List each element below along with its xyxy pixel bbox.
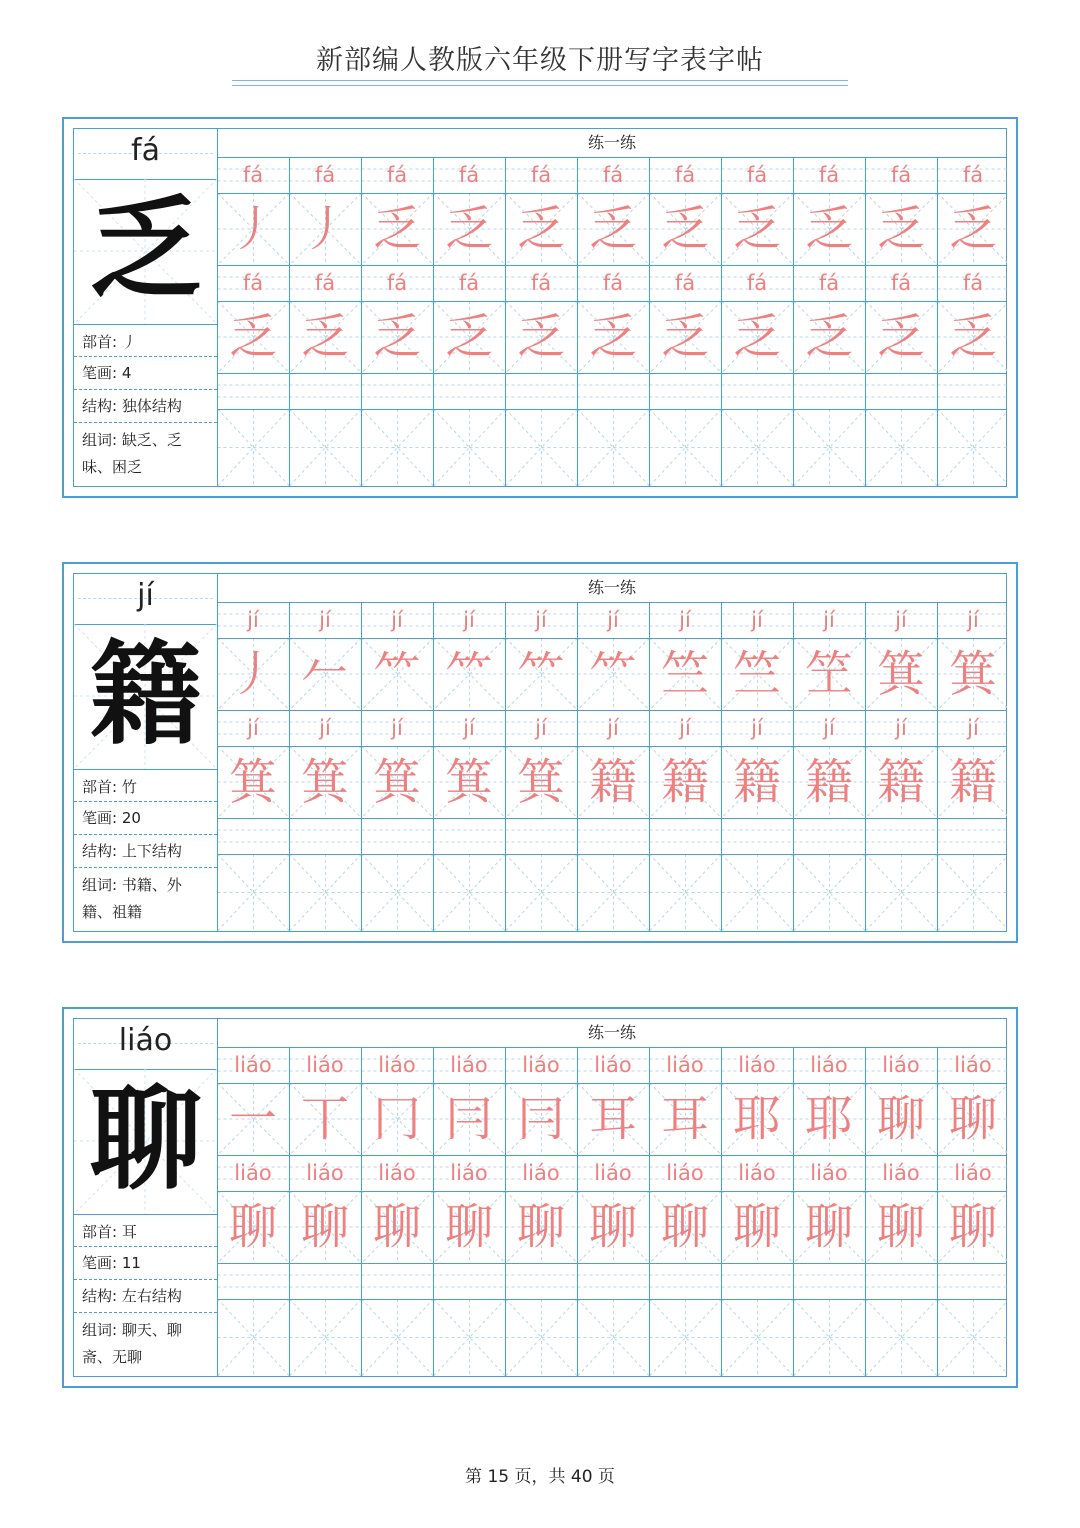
trace-char-cell: 冃 bbox=[444, 1091, 493, 1147]
trace-char-cell: 箕 bbox=[444, 754, 493, 810]
trace-char-cell: 丅 bbox=[300, 1091, 349, 1147]
pinyin-cell: jí bbox=[319, 716, 331, 740]
main-pinyin: jí bbox=[137, 578, 154, 613]
pinyin-cell: jí bbox=[823, 716, 835, 740]
pinyin-cell: fá bbox=[890, 271, 912, 295]
trace-char-cell: 聊 bbox=[588, 1199, 637, 1255]
pinyin-cell: fá bbox=[314, 271, 336, 295]
trace-char-cell: 乏 bbox=[948, 309, 997, 365]
radical-info: 部首: 竹 bbox=[74, 769, 217, 802]
pinyin-cell: jí bbox=[751, 716, 763, 740]
trace-char-cell: 箕 bbox=[876, 646, 925, 702]
pinyin-cell: fá bbox=[602, 271, 624, 295]
word-examples-info: 组词: 书籍、外籍、祖籍 bbox=[82, 876, 182, 921]
word-examples-info: 组词: 聊天、聊斋、无聊 bbox=[82, 1321, 182, 1366]
main-character-box bbox=[74, 624, 217, 770]
blank-writing-cell[interactable] bbox=[793, 409, 865, 486]
trace-char-cell: 乏 bbox=[372, 309, 421, 365]
blank-writing-cell[interactable] bbox=[721, 1299, 793, 1376]
word-examples-info: 组词: 缺乏、乏味、困乏 bbox=[82, 431, 182, 476]
trace-char-cell: 耶 bbox=[804, 1091, 853, 1147]
trace-char-cell: 乏 bbox=[732, 309, 781, 365]
trace-char-cell: 箕 bbox=[228, 754, 277, 810]
practice-grid bbox=[217, 574, 1007, 931]
trace-char-cell: 箕 bbox=[372, 754, 421, 810]
pinyin-cell: fá bbox=[386, 271, 408, 295]
blank-writing-cell[interactable] bbox=[361, 854, 433, 931]
pinyin-cell: liáo bbox=[306, 1053, 344, 1077]
trace-char-cell: 一 bbox=[228, 1091, 277, 1147]
blank-writing-cell[interactable] bbox=[361, 1299, 433, 1376]
pinyin-cell: liáo bbox=[882, 1161, 920, 1185]
trace-char-cell: 箕 bbox=[516, 754, 565, 810]
pinyin-cell: fá bbox=[818, 271, 840, 295]
pinyin-cell: jí bbox=[535, 716, 547, 740]
pinyin-cell: liáo bbox=[234, 1161, 272, 1185]
stroke-count-info: 笔画: 20 bbox=[74, 802, 217, 835]
pinyin-cell: fá bbox=[674, 163, 696, 187]
pinyin-cell: fá bbox=[818, 163, 840, 187]
blank-writing-cell[interactable] bbox=[793, 1299, 865, 1376]
pinyin-cell: jí bbox=[391, 716, 403, 740]
pinyin-cell: liáo bbox=[522, 1161, 560, 1185]
trace-char-cell: 冃 bbox=[516, 1091, 565, 1147]
pinyin-cell: liáo bbox=[666, 1053, 704, 1077]
trace-char-cell: ⺮ bbox=[372, 646, 421, 702]
blank-writing-cell[interactable] bbox=[649, 1299, 721, 1376]
pinyin-cell: liáo bbox=[810, 1161, 848, 1185]
trace-char-cell: ⺮ bbox=[588, 646, 637, 702]
blank-writing-cell[interactable] bbox=[937, 1299, 1009, 1376]
trace-char-cell: 耳 bbox=[588, 1091, 637, 1147]
trace-char-cell: 聊 bbox=[876, 1199, 925, 1255]
pinyin-cell: fá bbox=[242, 163, 264, 187]
radical-info: 部首: 耳 bbox=[74, 1214, 217, 1247]
trace-char-cell: 籍 bbox=[876, 754, 925, 810]
trace-char-cell: 笁 bbox=[804, 646, 853, 702]
pinyin-cell: jí bbox=[607, 608, 619, 632]
trace-char-cell: 籍 bbox=[948, 754, 997, 810]
pinyin-box bbox=[74, 1019, 217, 1070]
blank-writing-cell[interactable] bbox=[289, 1299, 361, 1376]
trace-char-cell: 聊 bbox=[948, 1091, 997, 1147]
stroke-count-info: 笔画: 4 bbox=[74, 357, 217, 390]
pinyin-cell: fá bbox=[242, 271, 264, 295]
trace-char-cell: 聊 bbox=[372, 1199, 421, 1255]
character-card bbox=[62, 562, 1018, 943]
trace-char-cell: 聊 bbox=[876, 1091, 925, 1147]
trace-char-cell: 乏 bbox=[804, 309, 853, 365]
blank-writing-cell[interactable] bbox=[505, 854, 577, 931]
trace-char-cell: 籍 bbox=[660, 754, 709, 810]
pinyin-cell: jí bbox=[247, 716, 259, 740]
trace-char-cell: 乏 bbox=[876, 309, 925, 365]
pinyin-cell: fá bbox=[746, 271, 768, 295]
trace-char-cell: 聊 bbox=[804, 1199, 853, 1255]
pinyin-cell: jí bbox=[463, 716, 475, 740]
main-pinyin: liáo bbox=[118, 1023, 173, 1058]
trace-char-cell: 聊 bbox=[300, 1199, 349, 1255]
trace-char-cell: 耳 bbox=[660, 1091, 709, 1147]
practice-header: 练一练 bbox=[217, 129, 1007, 158]
pinyin-cell: liáo bbox=[954, 1053, 992, 1077]
pinyin-cell: liáo bbox=[450, 1161, 488, 1185]
pinyin-cell: fá bbox=[386, 163, 408, 187]
trace-char-cell: 聊 bbox=[660, 1199, 709, 1255]
pinyin-cell: liáo bbox=[738, 1161, 776, 1185]
pinyin-cell: jí bbox=[967, 608, 979, 632]
blank-writing-cell[interactable] bbox=[793, 854, 865, 931]
pinyin-cell: fá bbox=[746, 163, 768, 187]
main-character-box bbox=[74, 179, 217, 325]
card-frame bbox=[73, 128, 1007, 487]
character-info-panel bbox=[74, 129, 218, 486]
pinyin-cell: liáo bbox=[954, 1161, 992, 1185]
pinyin-cell: liáo bbox=[882, 1053, 920, 1077]
blank-writing-cell[interactable] bbox=[289, 854, 361, 931]
trace-char-cell: 乏 bbox=[300, 309, 349, 365]
trace-char-cell: 聊 bbox=[732, 1199, 781, 1255]
structure-info: 结构: 独体结构 bbox=[74, 390, 217, 423]
trace-char-cell: 乏 bbox=[588, 309, 637, 365]
trace-char-cell: 冂 bbox=[372, 1091, 421, 1147]
trace-char-cell: 耶 bbox=[732, 1091, 781, 1147]
pinyin-cell: jí bbox=[463, 608, 475, 632]
blank-writing-cell[interactable] bbox=[433, 854, 505, 931]
pinyin-cell: liáo bbox=[306, 1161, 344, 1185]
pinyin-cell: jí bbox=[823, 608, 835, 632]
trace-char-cell: 籍 bbox=[732, 754, 781, 810]
trace-char-cell: 竺 bbox=[660, 646, 709, 702]
pinyin-cell: fá bbox=[962, 163, 984, 187]
pinyin-cell: jí bbox=[895, 716, 907, 740]
blank-writing-cell[interactable] bbox=[433, 409, 505, 486]
radical-info: 部首: 丿 bbox=[74, 324, 217, 357]
pinyin-box bbox=[74, 574, 217, 625]
trace-char-cell: 乏 bbox=[588, 201, 637, 257]
practice-header: 练一练 bbox=[217, 574, 1007, 603]
pinyin-cell: liáo bbox=[810, 1053, 848, 1077]
trace-char-cell: 乏 bbox=[228, 309, 277, 365]
trace-char-cell: 箕 bbox=[948, 646, 997, 702]
trace-char-cell: 乏 bbox=[444, 201, 493, 257]
main-character: 籍 bbox=[89, 629, 202, 760]
card-frame bbox=[73, 1018, 1007, 1377]
pinyin-cell: fá bbox=[314, 163, 336, 187]
pinyin-cell: liáo bbox=[378, 1161, 416, 1185]
pinyin-cell: jí bbox=[895, 608, 907, 632]
trace-char-cell: 籍 bbox=[804, 754, 853, 810]
structure-info: 结构: 上下结构 bbox=[74, 835, 217, 868]
pinyin-cell: liáo bbox=[522, 1053, 560, 1077]
pinyin-cell: liáo bbox=[378, 1053, 416, 1077]
blank-writing-cell[interactable] bbox=[217, 409, 289, 486]
structure-info: 结构: 左右结构 bbox=[74, 1280, 217, 1313]
blank-writing-cell[interactable] bbox=[577, 854, 649, 931]
blank-writing-cell[interactable] bbox=[505, 409, 577, 486]
character-card bbox=[62, 117, 1018, 498]
pinyin-cell: jí bbox=[679, 716, 691, 740]
page-footer: 第 15 页，共 40 页 bbox=[465, 1467, 615, 1487]
pinyin-box bbox=[74, 129, 217, 180]
trace-char-cell: 乏 bbox=[660, 201, 709, 257]
trace-char-cell: 乏 bbox=[948, 201, 997, 257]
practice-grid bbox=[217, 129, 1007, 486]
character-info-panel bbox=[74, 1019, 218, 1376]
blank-writing-cell[interactable] bbox=[649, 854, 721, 931]
character-card bbox=[62, 1007, 1018, 1388]
pinyin-cell: liáo bbox=[234, 1053, 272, 1077]
pinyin-cell: fá bbox=[962, 271, 984, 295]
blank-writing-cell[interactable] bbox=[433, 1299, 505, 1376]
trace-char-cell: 聊 bbox=[228, 1199, 277, 1255]
trace-char-cell: 丿 bbox=[228, 646, 277, 702]
blank-writing-cell[interactable] bbox=[577, 409, 649, 486]
trace-char-cell: 竺 bbox=[732, 646, 781, 702]
blank-writing-cell[interactable] bbox=[577, 1299, 649, 1376]
main-character: 聊 bbox=[89, 1074, 202, 1205]
trace-char-cell: 乏 bbox=[444, 309, 493, 365]
main-character: 乏 bbox=[89, 184, 202, 315]
pinyin-cell: liáo bbox=[594, 1053, 632, 1077]
trace-char-cell: 聊 bbox=[444, 1199, 493, 1255]
main-pinyin: fá bbox=[131, 133, 160, 168]
practice-header: 练一练 bbox=[217, 1019, 1007, 1048]
trace-char-cell: 乏 bbox=[804, 201, 853, 257]
pinyin-cell: jí bbox=[535, 608, 547, 632]
pinyin-cell: liáo bbox=[738, 1053, 776, 1077]
card-frame bbox=[73, 573, 1007, 932]
trace-char-cell: 𠂉 bbox=[300, 646, 349, 702]
pinyin-cell: jí bbox=[247, 608, 259, 632]
pinyin-cell: jí bbox=[319, 608, 331, 632]
trace-char-cell: ⺮ bbox=[444, 646, 493, 702]
blank-writing-cell[interactable] bbox=[361, 409, 433, 486]
blank-writing-cell[interactable] bbox=[217, 854, 289, 931]
main-character-box bbox=[74, 1069, 217, 1215]
trace-char-cell: 乏 bbox=[732, 201, 781, 257]
blank-writing-cell[interactable] bbox=[865, 1299, 937, 1376]
pinyin-cell: fá bbox=[530, 163, 552, 187]
blank-writing-cell[interactable] bbox=[865, 409, 937, 486]
pinyin-cell: jí bbox=[607, 716, 619, 740]
stroke-count-info: 笔画: 11 bbox=[74, 1247, 217, 1280]
trace-char-cell: 乏 bbox=[660, 309, 709, 365]
trace-char-cell: 丿 bbox=[300, 201, 349, 257]
blank-writing-cell[interactable] bbox=[505, 1299, 577, 1376]
practice-grid bbox=[217, 1019, 1007, 1376]
pinyin-cell: jí bbox=[751, 608, 763, 632]
trace-char-cell: 乏 bbox=[516, 201, 565, 257]
blank-writing-cell[interactable] bbox=[937, 854, 1009, 931]
trace-char-cell: 乏 bbox=[516, 309, 565, 365]
trace-char-cell: 乏 bbox=[876, 201, 925, 257]
trace-char-cell: ⺮ bbox=[516, 646, 565, 702]
blank-writing-cell[interactable] bbox=[937, 409, 1009, 486]
page-title: 新部编人教版六年级下册写字表字帖 bbox=[316, 45, 764, 76]
pinyin-cell: liáo bbox=[666, 1161, 704, 1185]
blank-writing-cell[interactable] bbox=[649, 409, 721, 486]
trace-char-cell: 箕 bbox=[300, 754, 349, 810]
pinyin-cell: fá bbox=[890, 163, 912, 187]
pinyin-cell: fá bbox=[458, 271, 480, 295]
pinyin-cell: jí bbox=[679, 608, 691, 632]
title-underline-thin bbox=[232, 85, 848, 86]
blank-writing-cell[interactable] bbox=[721, 854, 793, 931]
trace-char-cell: 聊 bbox=[516, 1199, 565, 1255]
trace-char-cell: 乏 bbox=[372, 201, 421, 257]
pinyin-cell: liáo bbox=[594, 1161, 632, 1185]
character-info-panel bbox=[74, 574, 218, 931]
pinyin-cell: jí bbox=[391, 608, 403, 632]
pinyin-cell: liáo bbox=[450, 1053, 488, 1077]
title-underline bbox=[232, 80, 848, 81]
blank-writing-cell[interactable] bbox=[217, 1299, 289, 1376]
trace-char-cell: 聊 bbox=[948, 1199, 997, 1255]
pinyin-cell: jí bbox=[967, 716, 979, 740]
trace-char-cell: 籍 bbox=[588, 754, 637, 810]
blank-writing-cell[interactable] bbox=[721, 409, 793, 486]
blank-writing-cell[interactable] bbox=[865, 854, 937, 931]
blank-writing-cell[interactable] bbox=[289, 409, 361, 486]
pinyin-cell: fá bbox=[530, 271, 552, 295]
pinyin-cell: fá bbox=[602, 163, 624, 187]
pinyin-cell: fá bbox=[674, 271, 696, 295]
pinyin-cell: fá bbox=[458, 163, 480, 187]
trace-char-cell: 丿 bbox=[228, 201, 277, 257]
